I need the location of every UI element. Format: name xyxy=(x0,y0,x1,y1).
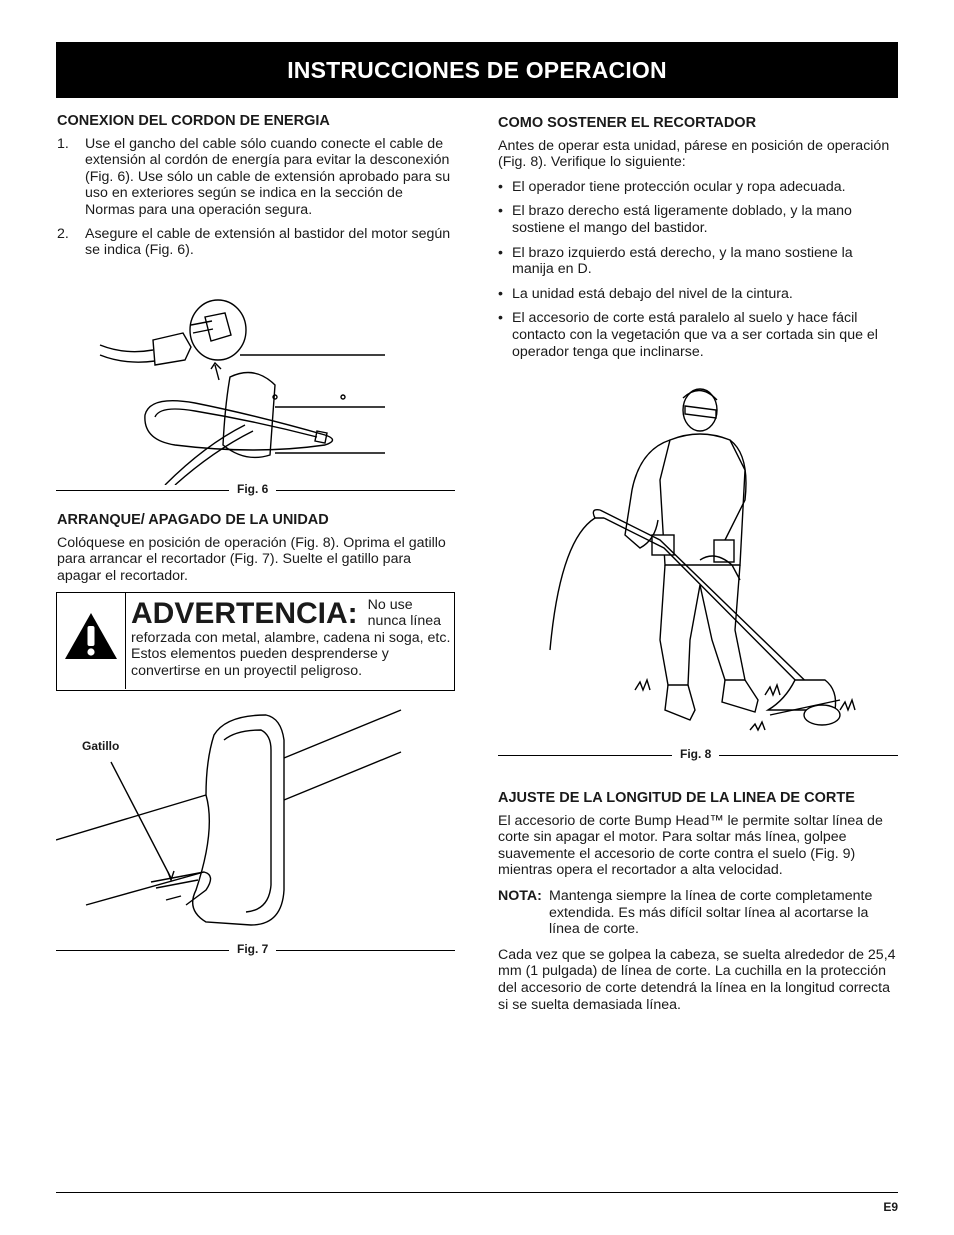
warning-icon-cell xyxy=(57,593,126,689)
page-title: INSTRUCCIONES DE OPERACION xyxy=(287,56,667,83)
warning-box xyxy=(56,592,455,691)
fig8-label: Fig. 8 xyxy=(672,747,719,761)
note-text: Mantenga siempre la línea de corte completamente extendida. Es más difícil soltar línea al acortarse la línea de corte. xyxy=(549,887,873,938)
note-block xyxy=(498,888,898,938)
list-item: • El operador tiene protección ocular y ropa adecuada. xyxy=(498,178,846,195)
arranque-text: Colóquese en posición de operación (Fig. 8). Oprima el gatillo para arrancar el recortador (Fig. 7). Suelte el gatillo para apagar el recortador. xyxy=(57,534,446,584)
ajuste-text: El accesorio de corte Bump Head™ le permite soltar línea de corte sin apagar el motor. Para soltar más línea, golpee suavemente el accesorio de corte contra el suelo (Fig. 9) mientras opera el recortador a alta velocidad. xyxy=(498,812,883,879)
gatillo-callout: Gatillo xyxy=(82,739,120,753)
page-number: E9 xyxy=(883,1200,898,1214)
list-item: 1. Use el gancho del cable sólo cuando conecte el cable de extensión al cordón de energía para evitar la desconexión (Fig. 6). Use sólo un cable de extensión aprobado para su uso en exteriores según se indica en la sección de Normas para una operación segura. xyxy=(57,135,451,218)
sostener-intro: Antes de operar esta unidad, párese en posición de operación (Fig. 8). Verifique lo siguiente: xyxy=(498,137,890,171)
list-item: • El accesorio de corte está paralelo al suelo y hace fácil contacto con la vegetación que va a ser cortada sin que el operador tenga que inclinarse. xyxy=(498,310,878,360)
fig7-label: Fig. 7 xyxy=(229,942,276,956)
list-item: • El brazo izquierdo está derecho, y la mano sostiene la manija en D. xyxy=(498,244,853,278)
arranque-heading: ARRANQUE/ APAGADO DE LA UNIDAD xyxy=(57,512,329,528)
fig7-trigger-illustration xyxy=(56,700,456,940)
section-banner xyxy=(56,42,898,98)
list-item: 2. Asegure el cable de extensión al bastidor del motor según se indica (Fig. 6). xyxy=(57,225,451,259)
list-item: • La unidad está debajo del nivel de la cintura. xyxy=(498,285,793,302)
fig6-label: Fig. 6 xyxy=(229,482,276,496)
fig6-cord-illustration xyxy=(95,285,395,485)
arranque-section xyxy=(57,512,455,584)
conexion-section xyxy=(57,113,455,266)
list-item: • El brazo derecho está ligeramente doblado, y la mano sostiene el mango del bastidor. xyxy=(498,203,852,236)
ajuste-heading: AJUSTE DE LA LONGITUD DE LA LINEA DE CORTE xyxy=(498,790,855,806)
warning-text: No use nunca línea reforzada con metal, alambre, cadena ni soga, etc. Estos elementos pueden desprenderse y convertirse en un proyectil peligroso. xyxy=(131,597,451,679)
warning-text-block xyxy=(131,597,451,679)
ajuste-section xyxy=(498,790,898,1013)
ajuste-closing: Cada vez que se golpea la cabeza, se suelta alrededor de 25,4 mm (1 pulgada) de línea de corte. La cuchilla en la protección del accesorio de corte detendrá la línea en la longitud correcta si se suelta demasiada línea. xyxy=(498,946,896,1013)
footer-rule xyxy=(56,1192,898,1193)
conexion-heading: CONEXION DEL CORDON DE ENERGIA xyxy=(57,113,330,129)
sostener-heading: COMO SOSTENER EL RECORTADOR xyxy=(498,115,757,131)
warning-title: ADVERTENCIA: xyxy=(131,597,358,630)
sostener-section xyxy=(498,115,898,368)
fig8-operator-illustration xyxy=(540,380,860,745)
note-label: NOTA: xyxy=(498,887,542,904)
warning-triangle-icon xyxy=(63,611,119,661)
